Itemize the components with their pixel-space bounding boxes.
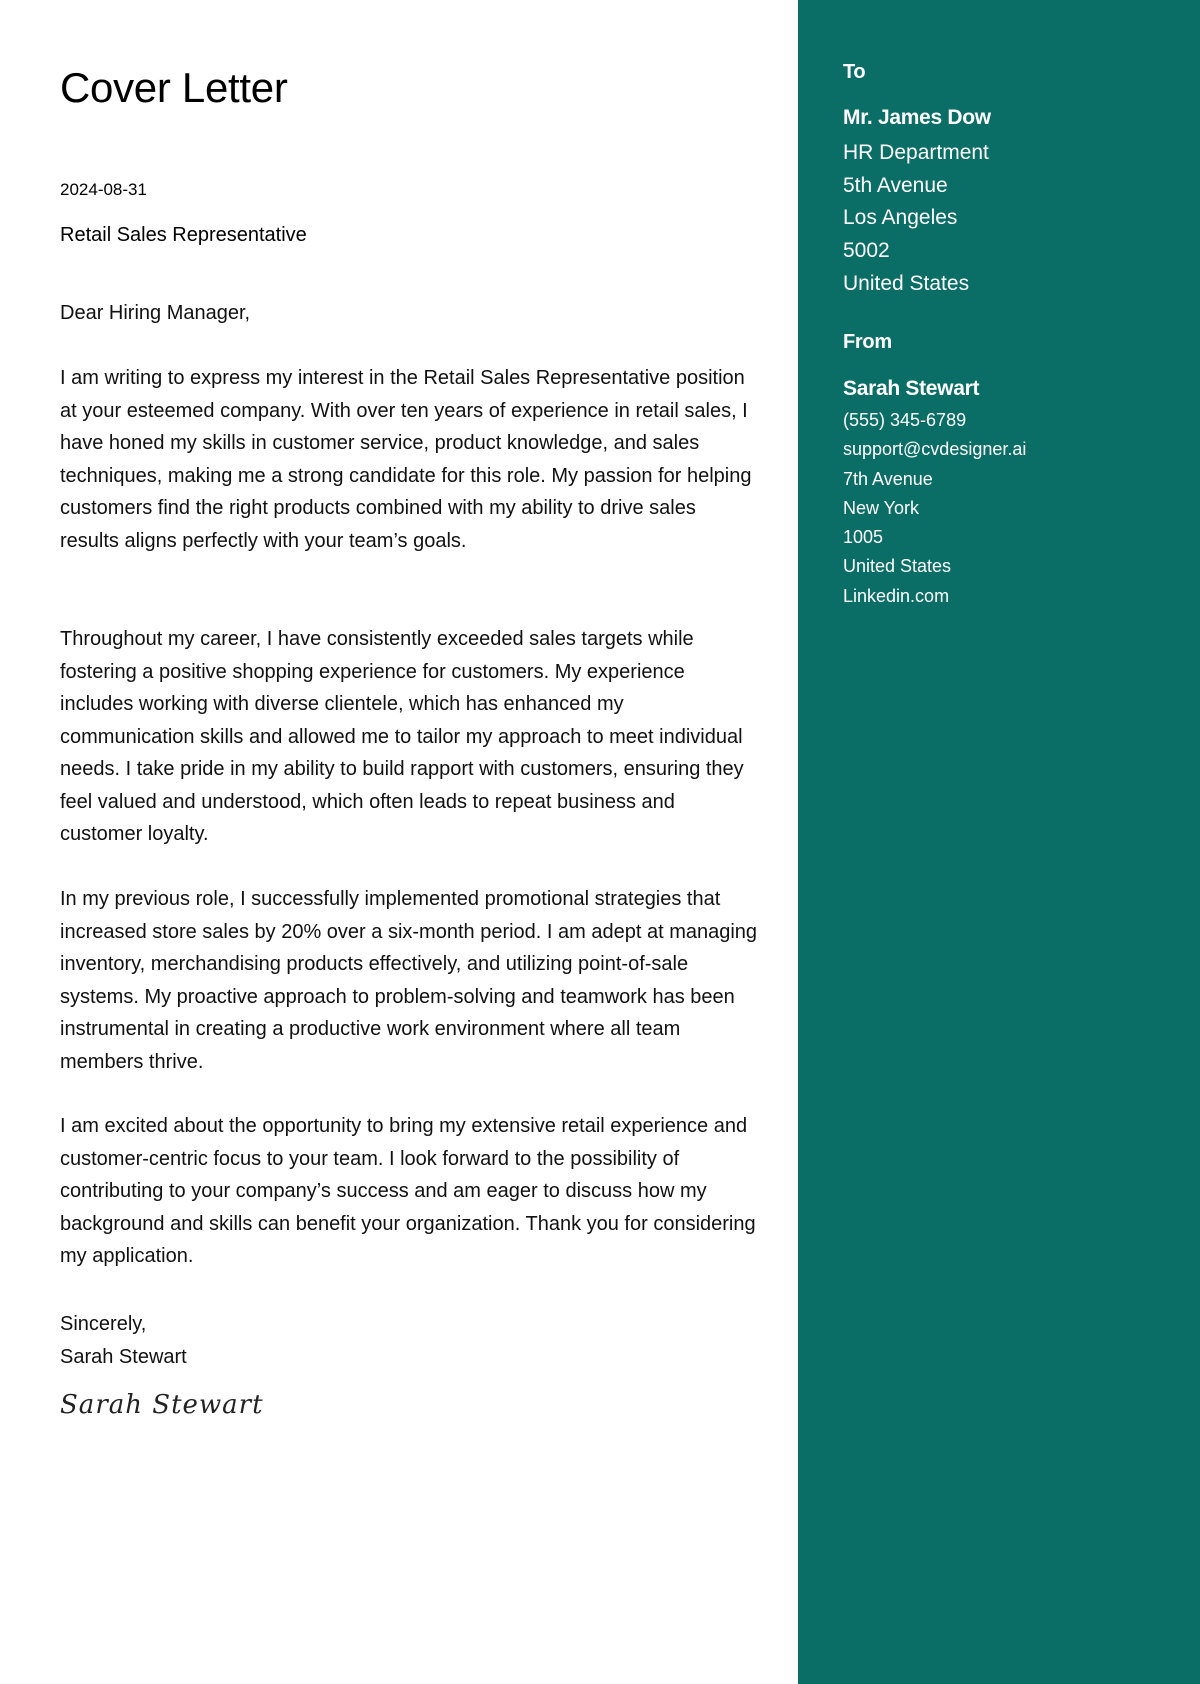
recipient-country: United States — [843, 271, 970, 295]
from-heading: From — [843, 331, 892, 353]
recipient-name: Mr. James Dow — [843, 106, 991, 129]
sender-country: United States — [843, 556, 952, 577]
closing-name: Sarah Stewart — [60, 1345, 187, 1368]
recipient-department: HR Department — [843, 141, 989, 164]
salutation: Dear Hiring Manager, — [60, 302, 251, 324]
job-title: Retail Sales Representative — [60, 224, 307, 246]
recipient-address — [843, 137, 989, 301]
sender-contact — [843, 406, 1026, 611]
paragraph-2: Throughout my career, I have consistently exceeded sales targets while fostering a positive shopping experience for customers. My experience includes working with diverse clientele, which has enhanced my communication skills and allowed me to tailor my approach to meet individual needs. I take pride in my ability to build rapport with customers, ensuring they feel valued and understood, which often leads to repeat business and customer loyalty. — [60, 628, 744, 845]
sender-phone: (555) 345-6789 — [843, 410, 967, 430]
sender-name: Sarah Stewart — [843, 377, 980, 400]
paragraph-4: I am excited about the opportunity to bring my extensive retail experience and customer-centric focus to your team. I look forward to the possibility of contributing to your company’s success and am eager to discuss how my background and skills can benefit your organization. Thank you for considering my application. — [60, 1115, 756, 1267]
closing-text: Sincerely, — [60, 1313, 147, 1335]
sender-postal-code: 1005 — [843, 527, 884, 548]
signature: Sarah Stewart — [60, 1390, 264, 1420]
sender-city: New York — [843, 497, 920, 518]
contact-sidebar — [798, 0, 1200, 1684]
closing-block — [60, 1308, 187, 1373]
sender-street: 7th Avenue — [843, 468, 933, 489]
to-heading: To — [843, 61, 866, 83]
paragraph-1: I am writing to express my interest in the Retail Sales Representative position at your esteemed company. With over ten years of experience in retail sales, I have honed my skills in customer service, product knowledge, and sales techniques, making me a strong candidate for this role. My passion for helping customers find the right products combined with my ability to drive sales results aligns perfectly with your team’s goals. — [60, 367, 752, 552]
letter-date: 2024-08-31 — [60, 180, 147, 199]
recipient-street: 5th Avenue — [843, 173, 948, 197]
recipient-postal-code: 5002 — [843, 239, 890, 263]
sender-email: support@cvdesigner.ai — [843, 439, 1027, 460]
paragraph-3: In my previous role, I successfully implemented promotional strategies that increased store sales by 20% over a six-month period. I am adept at managing inventory, merchandising products effectively, and utilizing point-of-sale systems. My proactive approach to problem-solving and teamwork has been instrumental in creating a productive work environment where all team members thrive. — [60, 888, 758, 1073]
page-title: Cover Letter — [60, 64, 288, 111]
sender-linkedin: Linkedin.com — [843, 585, 950, 606]
recipient-city: Los Angeles — [843, 206, 958, 230]
